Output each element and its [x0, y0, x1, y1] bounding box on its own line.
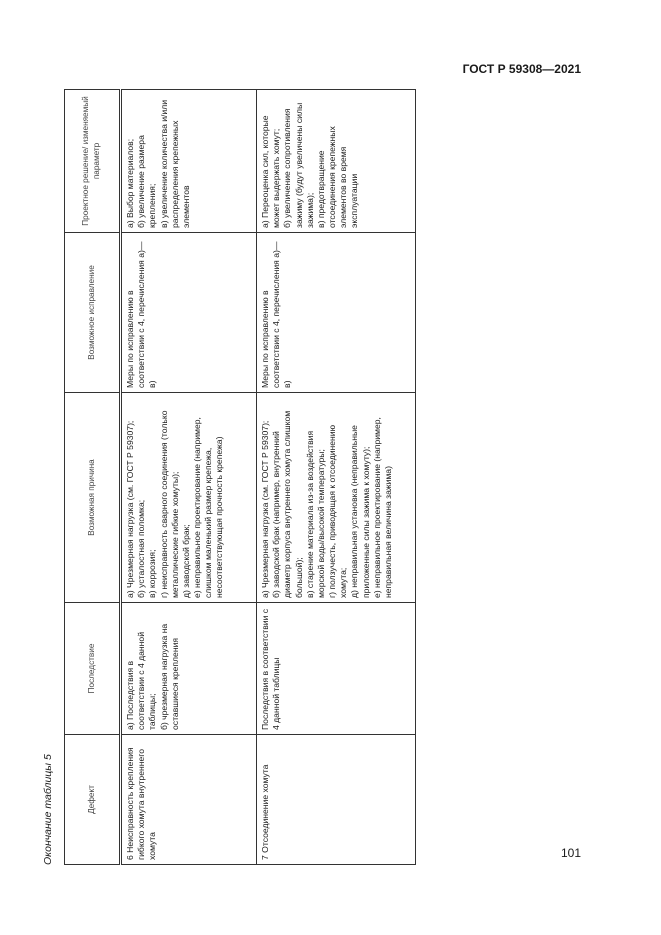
list-item: б) увеличение размера крепления;: [136, 135, 158, 228]
list-item: а) Переоценка сил, которые может выдержать хомут;: [260, 115, 282, 228]
col-header-defect: Дефект: [65, 735, 121, 865]
cell-fix: Меры по исправлению в соответствии с 4, перечисления а)—в): [257, 233, 416, 393]
list-item: б) заводской брак (например, внутренний диаметр корпуса внутреннего хомута слишком большой);: [271, 410, 304, 598]
cell-cause: [257, 393, 416, 603]
list-item: а) Последствия в соответствии с 4 данной таблицы;: [125, 631, 158, 730]
list-item: Последствия в соответствии с 4 данной таблицы: [260, 608, 282, 730]
list-item: а) Чрезмерная нагрузка (см. ГОСТ Р 59307);: [260, 420, 270, 598]
page-number: 101: [560, 846, 581, 860]
list-item: д) неправильная установка (неправильные приложенные силы зажима к хомуту);: [349, 425, 371, 598]
list-item: в) старение материала из-за воздействия морской воды/высокой температуры;: [304, 430, 326, 598]
list-item: б) чрезмерная нагрузка на оставшиеся крепления: [158, 623, 180, 730]
cell-defect: 6 Неисправность крепления гибкого хомута внутреннего хомута: [121, 735, 257, 865]
cell-consequence: [257, 603, 416, 735]
list-item: е) неправильное проектирование (например, неправильная величина зажима): [371, 417, 393, 598]
table-caption: Окончание таблицы 5: [42, 754, 54, 865]
standard-header: ГОСТ Р 59308—2021: [462, 62, 581, 76]
list-item: б) увеличение сопротивления зажиму (будут увеличены силы зажима);: [282, 102, 315, 228]
col-header-fix: Возможное исправление: [65, 233, 121, 393]
cell-fix: Меры по исправлению в соответствии с 4, перечисления а)—в): [121, 233, 257, 393]
list-item: г) ползучесть, приводящая к отсоединению хомута;: [327, 424, 349, 598]
list-item: г) неисправность сварного соединения (только металлические гибкие хомуты);: [158, 410, 180, 598]
list-item: а) Чрезмерная нагрузка (см. ГОСТ Р 59307);: [125, 420, 135, 598]
cell-defect: 7 Отсоединение хомута: [257, 735, 416, 865]
list-item: б) усталостная поломка;: [136, 499, 147, 598]
list-item: в) коррозия;: [147, 549, 158, 598]
defects-table: [64, 89, 416, 865]
col-header-cause: Возможная причина: [65, 393, 121, 603]
cell-cause: [121, 393, 257, 603]
cell-design: [257, 90, 416, 233]
list-item: д) заводской брак;: [180, 524, 191, 598]
list-item: в) предотвращение отсоединения крепежных элементов во время эксплуатации: [315, 126, 360, 228]
cell-consequence: [121, 603, 257, 735]
list-item: а) Выбор материалов;: [125, 138, 135, 228]
list-item: в) увеличение количества и/или распределения крепежных элементов: [158, 99, 191, 228]
list-item: е) неправильное проектирование (например, слишком маленький размер крепежа, несоответствующая прочность крепежа): [192, 417, 225, 598]
rotated-table-block: [30, 60, 570, 865]
col-header-consequence: Последствие: [65, 603, 121, 735]
table-row: [257, 90, 416, 865]
cell-design: [121, 90, 257, 233]
table-header-row: [65, 90, 121, 865]
col-header-design: Проектное решение/ изменяемый параметр: [65, 90, 121, 233]
table-row: [121, 90, 257, 865]
